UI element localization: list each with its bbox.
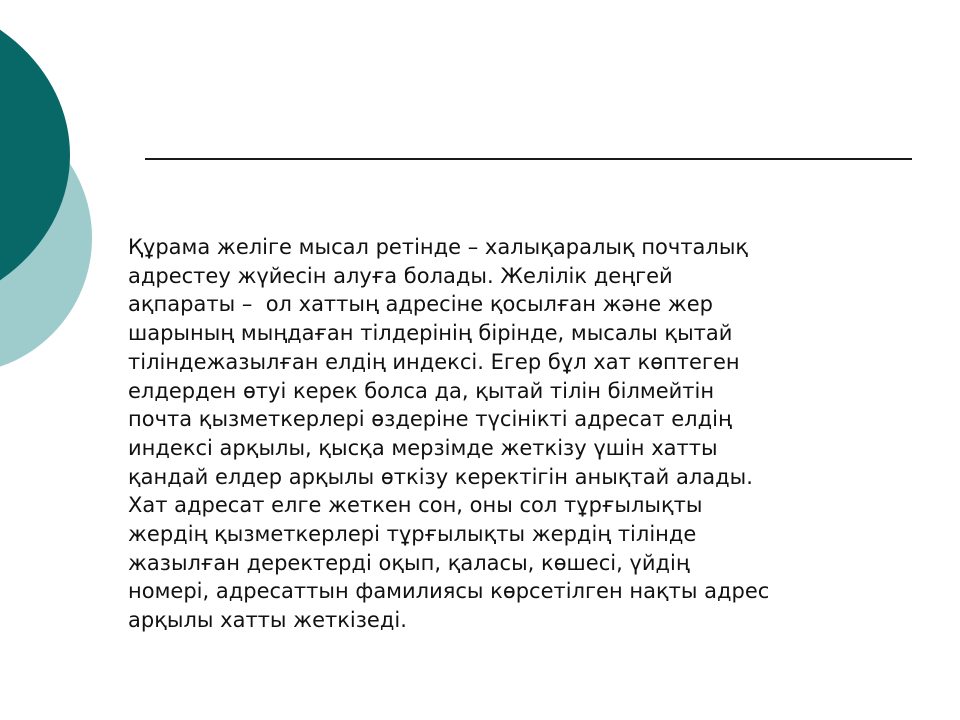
body-paragraph [128, 233, 888, 635]
text-line: арқылы хатты жеткізеді. [128, 608, 407, 633]
text-line: ақпараты – ол хаттың адресіне қосылған және жер [128, 292, 713, 317]
text-line: елдерден өтуі керек болса да, қытай тілін білмейтін [128, 378, 715, 403]
text-line: тіліндежазылған елдің индексі. Егер бұл хат көптеген [128, 349, 740, 374]
text-line: Құрама желіге мысал ретінде – халықаралық почталық [128, 235, 749, 259]
text-line: Хат адресат елге жеткен сон, оны сол тұрғылықты [128, 493, 703, 518]
text-line: номері, адресаттын фамилиясы көрсетілген нақты адрес [128, 579, 770, 604]
text-line: шарының мыңдаған тілдерінің бірінде, мысалы қытай [128, 321, 733, 346]
text-line: жазылған деректерді оқып, қаласы, көшесі, үйдің [128, 550, 690, 575]
text-line: қандай елдер арқылы өткізу керектігін анықтай алады. [128, 464, 753, 489]
text-line: адрестеу жүйесін алуға болады. Желілік деңгей [128, 263, 673, 288]
text-line: почта қызметкерлері өздеріне түсінікті адресат елдің [128, 407, 732, 432]
text-line: индексі арқылы, қысқа мерзімде жеткізу үшін хатты [128, 435, 718, 460]
text-line: жердің қызметкерлері тұрғылықты жердің тілінде [128, 522, 697, 547]
title-divider-line [145, 158, 912, 160]
